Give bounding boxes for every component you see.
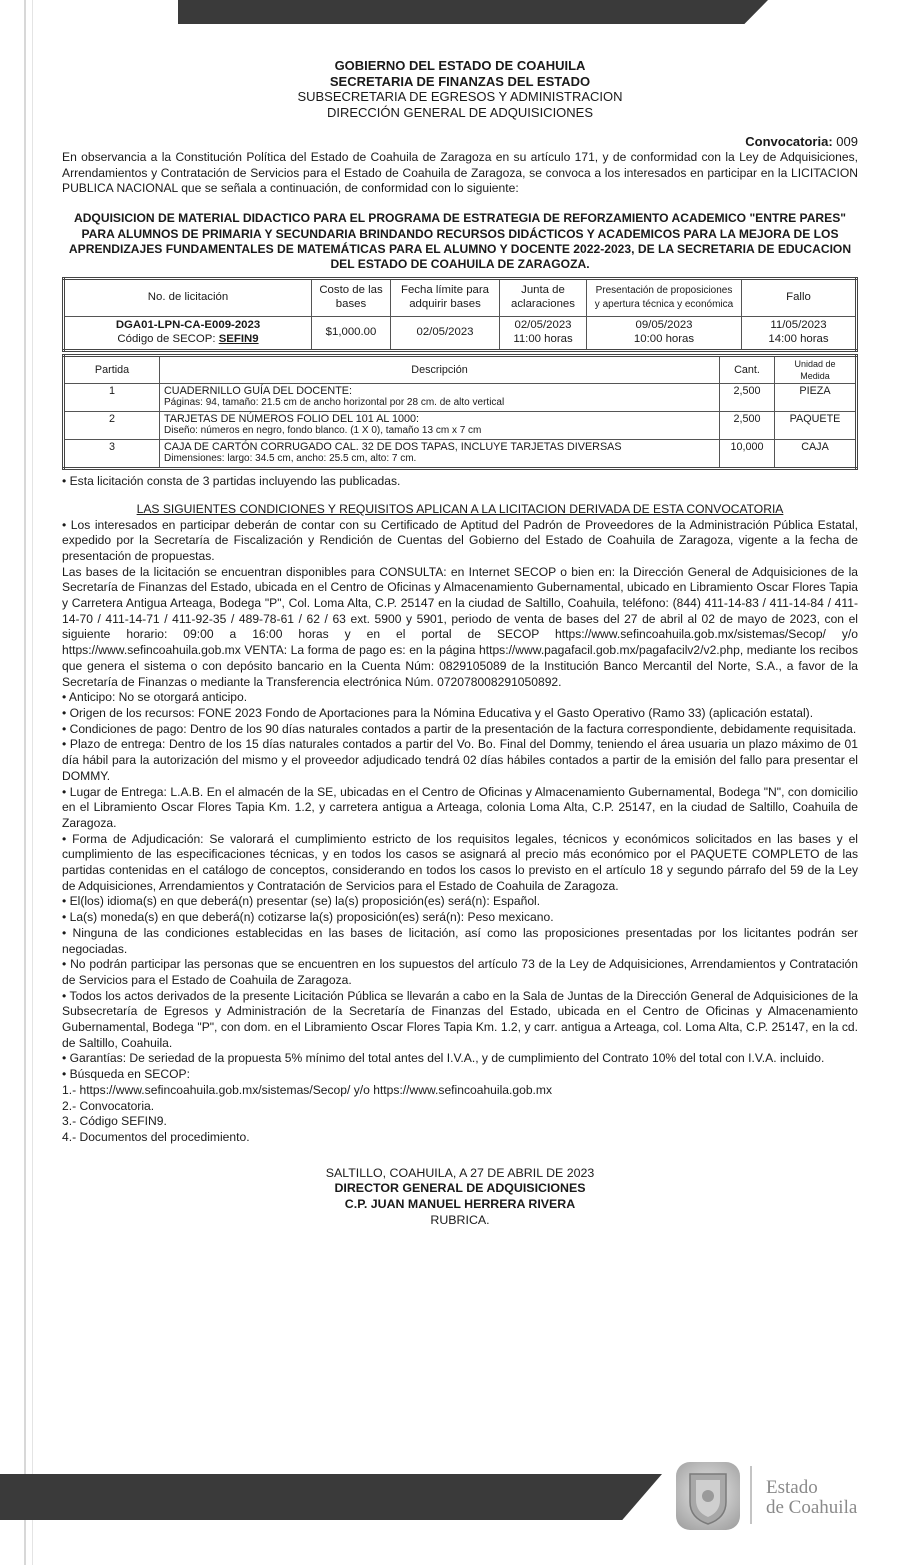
partidas-note: • Esta licitación consta de 3 partidas incluyendo las publicadas. (62, 474, 401, 489)
items-table (62, 354, 858, 470)
header-unidad-a: Unidad de (794, 358, 836, 369)
cell-fallo (742, 316, 857, 350)
item-detail: Páginas: 94, tamaño: 21.5 cm de ancho horizontal por 28 cm. de alto vertical (164, 397, 505, 409)
header-presentacion (587, 278, 742, 316)
condition-item: 1.- https://www.sefincoahuila.gob.mx/sistemas/Secop/ y/o https://www.sefincoahuila.gob.mx (62, 1082, 553, 1097)
condition-item: • Origen de los recursos: FONE 2023 Fondo de Aportaciones para la Nómina Educativa y el Gasto Operativo (Ramo 33) (aplicación estatal). (62, 705, 814, 720)
state-seal-icon (676, 1462, 740, 1530)
condition-item: Las bases de la licitación se encuentran disponibles para CONSULTA: en Internet SECOP o bien en: la Dirección General de Adquisiciones de la Secretaría de Finanzas del Estado, ubicada en el Centro de Oficinas y Almacenamiento Gubernamental, ubicado en Libramiento Oscar Flores Tapia y Carretera Antigua Arteaga, Bodega "P", Col. Loma Alta, C.P. 25147 en la ciudad de Saltillo, Coahuila, teléfono: (844) 411-14-83 / 411-14-84 / 411-14-70 / 411-14-71 / 411-92-35 / 489-78-61 / 62 / 63 ext. 5900 y 5901, periodo de venta de bases del 27 de abril al 02 de mayo de 2023, con el siguiente horario: 09:00 a 16:00 horas y en el portal de SECOP https://www.sefincoahuila.gob.mx/sistemas/Secop/ y/o https://www.sefincoahuila.gob.mx VENTA: La forma de pago es: en la página https://www.pagafacil.gob.mx/pagafacilv2/v2.php, mediante los recibos que genera el sistema o con depósito bancario en la Cuenta Núm: 0829105089 de la Institución Banco Mercantil del Norte, S.A., a favor de la Secretaría de Finanzas o mediante la Transferencia electrónica Núm. 072078008291050892. (62, 564, 858, 689)
presentacion-time: 10:00 horas (633, 332, 695, 345)
cell-numero (64, 316, 312, 350)
fallo-date: 11/05/2023 (770, 319, 827, 332)
convocatoria-number (62, 134, 858, 150)
logo-line-1: Estado (766, 1477, 818, 1498)
header-cant: Cant. (720, 355, 775, 383)
header-fecha-b: adquirir bases (409, 297, 481, 310)
cell-junta (500, 316, 587, 350)
condition-item: • Anticipo: No se otorgará anticipo. (62, 690, 248, 705)
items-table-header (64, 355, 857, 383)
table-row (64, 440, 857, 469)
condition-item: • Garantías: De seriedad de la propuesta 5% mínimo del total antes del I.V.A., y de cumplimiento del Contrato 10% del total con I.V.A. incluido. (62, 1051, 825, 1066)
condition-item: • Los interesados en participar deberán de contar con su Certificado de Aptitud del Padrón de Proveedores de la Administración Pública Estatal, expedido por la Secretaría de Fiscalización y Rendición de Cuentas del Gobierno del Estado de Coahuila de Zaragoza, vigente a la fecha de presentación de propuestas. (62, 517, 858, 563)
header-junta-a: Junta de (521, 284, 565, 297)
intro-text-1: En observancia a la Constitución Política del Estado de Coahuila de Zaragoza en su artículo 171, y de conformidad con la Ley de Adquisiciones, Arrendamientos y Contratación de Servicios para el Estado de Coahuila de Zaragoza, se convoca a los interesados en participar en la (62, 150, 858, 180)
item-cant: 2,500 (720, 412, 775, 440)
left-margin-rule (24, 0, 26, 1565)
item-detail: Dimensiones: largo: 34.5 cm, ancho: 25.5 cm, alto: 7 cm. (164, 453, 417, 465)
condition-item: • El(los) idioma(s) en que deberá(n) presentar (se) la(s) proposición(es) será(n): Español. (62, 894, 541, 909)
left-margin-rule-thin (32, 0, 33, 1565)
header-numero: No. de licitación (64, 278, 312, 316)
condition-item: 4.- Documentos del procedimiento. (62, 1129, 250, 1144)
cell-costo: $1,000.00 (312, 316, 391, 350)
condition-item: 3.- Código SEFIN9. (62, 1114, 167, 1129)
signer-position: DIRECTOR GENERAL DE ADQUISICIONES (334, 1181, 586, 1196)
header-costo-b: bases (335, 297, 367, 310)
cell-fecha: 02/05/2023 (391, 316, 500, 350)
conditions-list (62, 518, 858, 1146)
condition-item: • Plazo de entrega: Dentro de los 15 días naturales contados a partir del Vo. Bo. Final del Dommy, teniendo el área usuaria un plazo máximo de 01 día hábil para la autorización del mismo y el proveedor adjudicado tendrá 02 días hábiles contados a partir de la emisión del fallo para presentar el DOMMY. (62, 737, 858, 783)
bid-table (62, 277, 858, 352)
convocatoria-label: Convocatoria: (745, 134, 833, 149)
seal-graphic (676, 1462, 740, 1530)
header-costo (312, 278, 391, 316)
header-presentacion-a: Presentación de proposiciones (595, 285, 733, 297)
header-fallo: Fallo (742, 278, 857, 316)
bottom-decorative-band (0, 1474, 662, 1520)
header-secretariat: SECRETARIA DE FINANZAS DEL ESTADO (329, 73, 591, 89)
item-title: CUADERNILLO GUÍA DEL DOCENTE: (164, 385, 352, 398)
bid-table-header (64, 278, 857, 316)
secop-label: Código de SECOP: (117, 332, 219, 345)
secop-code: SEFIN9 (218, 332, 259, 345)
junta-time: 11:00 horas (513, 332, 573, 345)
header-fecha (391, 278, 500, 316)
condition-item: • No podrán participar las personas que se encuentren en los supuestos del artículo 73 de la Ley de Adquisiciones, Arrendamientos y Contratación de Servicios para el Estado de Coahuila de Zaragoza. (62, 957, 858, 987)
item-title: TARJETAS DE NÚMEROS FOLIO DEL 101 AL 1000: (164, 413, 420, 426)
procurement-title: ADQUISICION DE MATERIAL DIDACTICO PARA EL PROGRAMA DE ESTRATEGIA DE REFORZAMIENTO ACADEMICO "ENTRE PARES" PARA ALUMNOS DE PRIMARIA Y SECUNDARIA BRINDANDO RECURSOS DIDÁCTICOS Y ACADEMICOS PARA LA MEJORA DE LOS APRENDIZAJES FUNDAMENTALES DE MATEMÁTICAS PARA EL ALUMNO Y DOCENTE 2022-2023, DE LA SECRETARIA DE EDUCACION DEL ESTADO DE COAHUILA DE ZARAGOZA. (68, 211, 852, 272)
item-partida: 3 (64, 440, 160, 469)
header-fecha-a: Fecha límite para (401, 284, 489, 297)
signature-block (62, 1166, 858, 1229)
intro-emphasis: LICITACION PUBLICA NACIONAL (62, 165, 858, 196)
document-header (62, 58, 858, 120)
condition-item: • Condiciones de pago: Dentro de los 90 días naturales contados a partir de la presentación de la factura correspondiente, debidamente requisitada. (62, 721, 857, 736)
logo-line-2: de Coahuila (766, 1497, 858, 1518)
item-descripcion (160, 412, 720, 440)
item-cant: 2,500 (720, 384, 775, 412)
item-partida: 2 (64, 412, 160, 440)
header-subsecretariat: SUBSECRETARIA DE EGRESOS Y ADMINISTRACION (297, 89, 623, 104)
header-unidad (775, 355, 857, 383)
header-costo-a: Costo de las (319, 284, 383, 297)
intro-paragraph (62, 150, 858, 197)
item-partida: 1 (64, 384, 160, 412)
header-partida: Partida (64, 355, 160, 383)
item-unidad: PIEZA (775, 384, 857, 412)
document-body (62, 58, 858, 1228)
top-decorative-band (178, 0, 768, 24)
conditions-title: LAS SIGUIENTES CONDICIONES Y REQUISITOS APLICAN A LA LICITACION DERIVADA DE ESTA CONVOCATORIA (136, 501, 784, 516)
cell-presentacion (587, 316, 742, 350)
junta-date: 02/05/2023 (514, 319, 572, 332)
presentacion-date: 09/05/2023 (635, 319, 693, 332)
item-cant: 10,000 (720, 440, 775, 469)
header-direction: DIRECCIÓN GENERAL DE ADQUISICIONES (326, 104, 594, 120)
logo-divider (750, 1466, 752, 1524)
table-row (64, 412, 857, 440)
header-junta-b: aclaraciones (511, 297, 575, 310)
condition-item: • Todos los actos derivados de la presente Licitación Pública se llevarán a cabo en la Sala de Juntas de la Dirección General de Adquisiciones de la Subsecretaría de Egresos y Administración de la Secretaría de Finanzas del Estado, ubicada en el Centro de Oficinas y Almacenamiento Gubernamental, Bodega "P", con dom. en el Libramiento Oscar Flores Tapia Km. 1.2, y carr. antigua a Arteaga, col. Loma Alta, C.P. 25147, en la cd. de Saltillo, Coahuila. (62, 988, 858, 1050)
header-government: GOBIERNO DEL ESTADO DE COAHUILA (334, 58, 586, 73)
header-presentacion-b: y apertura técnica y económica (594, 298, 734, 310)
item-unidad: CAJA (775, 440, 857, 469)
header-descripcion: Descripción (160, 355, 720, 383)
item-title: CAJA DE CARTÓN CORRUGADO CAL. 32 DE DOS TAPAS, INCLUYE TARJETAS DIVERSAS (164, 441, 622, 454)
secop-code-line (67, 333, 309, 347)
signer-name: C.P. JUAN MANUEL HERRERA RIVERA (344, 1197, 576, 1212)
condition-item: • Lugar de Entrega: L.A.B. En el almacén de la SE, ubicadas en el Centro de Oficinas y Almacenamiento Gubernamental, Bodega "N", con domicilio en el Libramiento Oscar Flores Tapia Km. 1.2, y carretera antigua a Arteaga, colonia Loma Alta, C.P. 25147, en la ciudad de Saltillo, Coahuila de Zaragoza. (62, 784, 858, 830)
header-junta (500, 278, 587, 316)
fallo-time: 14:00 horas (768, 332, 829, 345)
item-descripcion (160, 384, 720, 412)
condition-item: 2.- Convocatoria. (62, 1098, 155, 1113)
condition-item: • Ninguna de las condiciones establecidas en las bases de licitación, así como las proposiciones presentadas por los licitantes podrán ser negociadas. (62, 925, 858, 956)
state-logo (766, 1478, 857, 1518)
licitacion-number: DGA01-LPN-CA-E009-2023 (115, 319, 261, 332)
place-date: SALTILLO, COAHUILA, A 27 DE ABRIL DE 2023 (325, 1165, 595, 1180)
convocatoria-value: 009 (836, 134, 858, 149)
signature-mark: RUBRICA. (430, 1212, 490, 1227)
bid-table-row (64, 316, 857, 350)
table-row (64, 384, 857, 412)
item-detail: Diseño: números en negro, fondo blanco. (1 X 0), tamaño 13 cm x 7 cm (164, 425, 482, 437)
header-unidad-b: Medida (800, 370, 830, 381)
intro-text-2: que se señala a continuación, de conformidad con lo siguiente: (177, 181, 519, 196)
item-unidad: PAQUETE (775, 412, 857, 440)
item-descripcion (160, 440, 720, 469)
condition-item: • La(s) moneda(s) en que deberá(n) cotizarse la(s) proposición(es) será(n): Peso mexicano. (62, 910, 554, 925)
condition-item: • Forma de Adjudicación: Se valorará el cumplimiento estricto de los requisitos legales, técnicos y económicos solicitados en las bases y el cumplimiento de las especificaciones técnicas, y en todos los casos se asignará al precio más económico por el PAQUETE COMPLETO de las partidas contenidas en el catálogo de conceptos, considerando en todos los casos lo previsto en el artículo 18 y segundo párrafo del 59 de la Ley de Adquisiciones, Arrendamientos y Contratación de Servicios para el Estado de Coahuila de Zaragoza. (62, 831, 858, 893)
condition-item: • Búsqueda en SECOP: (62, 1067, 190, 1082)
